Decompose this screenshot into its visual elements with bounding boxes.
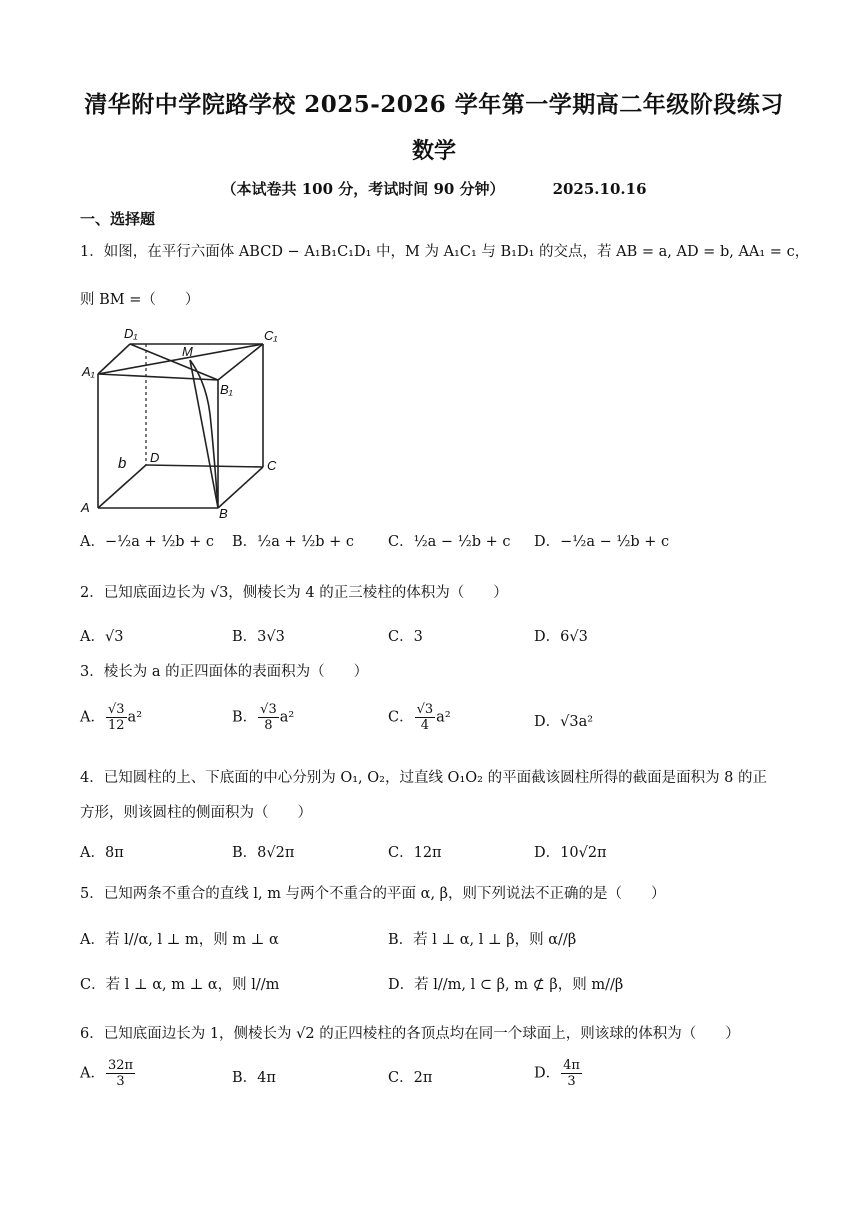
q1-option-a[interactable]: A．−½a + ½b + c bbox=[80, 534, 215, 550]
q4-option-d[interactable]: D．10√2π bbox=[534, 845, 607, 861]
q5-option-d[interactable]: D．若 l//m, l ⊂ β, m ⊄ β，则 m//β bbox=[388, 977, 624, 993]
q5-option-a[interactable]: A．若 l//α, l ⊥ m，则 m ⊥ α bbox=[80, 932, 279, 948]
label-A: A bbox=[81, 500, 90, 515]
q6-option-d[interactable]: D． $\frac{4\pi}{3}$ bbox=[534, 1058, 580, 1089]
exam-title: 清华附中学院路学校 2025-2026 学年第一学期高二年级阶段练习 bbox=[84, 91, 784, 118]
parallelepiped-figure bbox=[78, 322, 288, 518]
label-b: b bbox=[118, 455, 127, 472]
q1-stem-line2: 则 BM =（ ） bbox=[80, 292, 200, 308]
q2-stem: 2．已知底面边长为 √3，侧棱长为 4 的正三棱柱的体积为（ ） bbox=[80, 585, 508, 601]
q5-option-b[interactable]: B．若 l ⊥ α, l ⊥ β，则 α//β bbox=[388, 932, 577, 948]
label-M: M bbox=[182, 344, 193, 359]
label-B: B bbox=[219, 506, 228, 518]
q2-option-c[interactable]: C．3 bbox=[388, 629, 423, 645]
q5-option-c[interactable]: C．若 l ⊥ α, m ⊥ α，则 l//m bbox=[80, 977, 280, 993]
exam-subject: 数学 bbox=[411, 138, 456, 164]
q5-stem: 5．已知两条不重合的直线 l, m 与两个不重合的平面 α, β，则下列说法不正确的是（ ） bbox=[80, 886, 666, 902]
q3-option-d[interactable]: D．√3a² bbox=[534, 714, 594, 730]
label-B1: B₁ bbox=[220, 382, 233, 397]
q4-stem-line1: 4．已知圆柱的上、下底面的中心分别为 O₁, O₂，过直线 O₁O₂ 的平面截该圆柱所得的截面是面积为 8 的正 bbox=[80, 770, 768, 786]
q6-option-c[interactable]: C．2π bbox=[388, 1070, 433, 1086]
label-D: D bbox=[150, 450, 160, 465]
q4-stem-line2: 方形，则该圆柱的侧面积为（ ） bbox=[80, 805, 312, 821]
q3-stem: 3．棱长为 a 的正四面体的表面积为（ ） bbox=[80, 664, 369, 680]
q6-option-b[interactable]: B．4π bbox=[232, 1070, 276, 1086]
q3-option-a[interactable]: A． $\frac{√3}{12}$ a² bbox=[80, 702, 143, 733]
exam-date: 2025.10.16 bbox=[552, 180, 647, 198]
q1-option-b[interactable]: B．½a + ½b + c bbox=[232, 534, 355, 550]
label-D1: D₁ bbox=[124, 326, 138, 341]
q4-option-b[interactable]: B．8√2π bbox=[232, 845, 295, 861]
q2-option-d[interactable]: D．6√3 bbox=[534, 629, 588, 645]
q4-option-c[interactable]: C．12π bbox=[388, 845, 442, 861]
section-heading: 一、选择题 bbox=[80, 210, 156, 228]
q6-option-a[interactable]: A． $\frac{32\pi}{3}$ bbox=[80, 1058, 134, 1089]
q1-option-c[interactable]: C．½a − ½b + c bbox=[388, 534, 511, 550]
q6-stem: 6．已知底面边长为 1，侧棱长为 √2 的正四棱柱的各顶点均在同一个球面上，则该球的体积为（ ） bbox=[80, 1026, 740, 1042]
q3-option-b[interactable]: B． $\frac{√3}{8}$ a² bbox=[232, 702, 295, 733]
exam-duration: （本试卷共 100 分，考试时间 90 分钟） bbox=[221, 180, 505, 198]
exam-meta bbox=[0, 178, 868, 199]
label-C1: C₁ bbox=[264, 328, 278, 343]
q2-option-b[interactable]: B．3√3 bbox=[232, 629, 285, 645]
q1-stem-line1: 1．如图，在平行六面体 ABCD − A₁B₁C₁D₁ 中，M 为 A₁C₁ 与 B₁D₁ 的交点，若 AB = a, AD = b, AA₁ = c， bbox=[80, 244, 810, 260]
label-A1: A₁ bbox=[82, 364, 95, 379]
q4-option-a[interactable]: A．8π bbox=[80, 845, 124, 861]
q3-option-c[interactable]: C． $\frac{√3}{4}$ a² bbox=[388, 702, 451, 733]
q1-option-d[interactable]: D．−½a − ½b + c bbox=[534, 534, 670, 550]
label-C: C bbox=[267, 458, 277, 473]
q2-option-a[interactable]: A．√3 bbox=[80, 629, 124, 645]
